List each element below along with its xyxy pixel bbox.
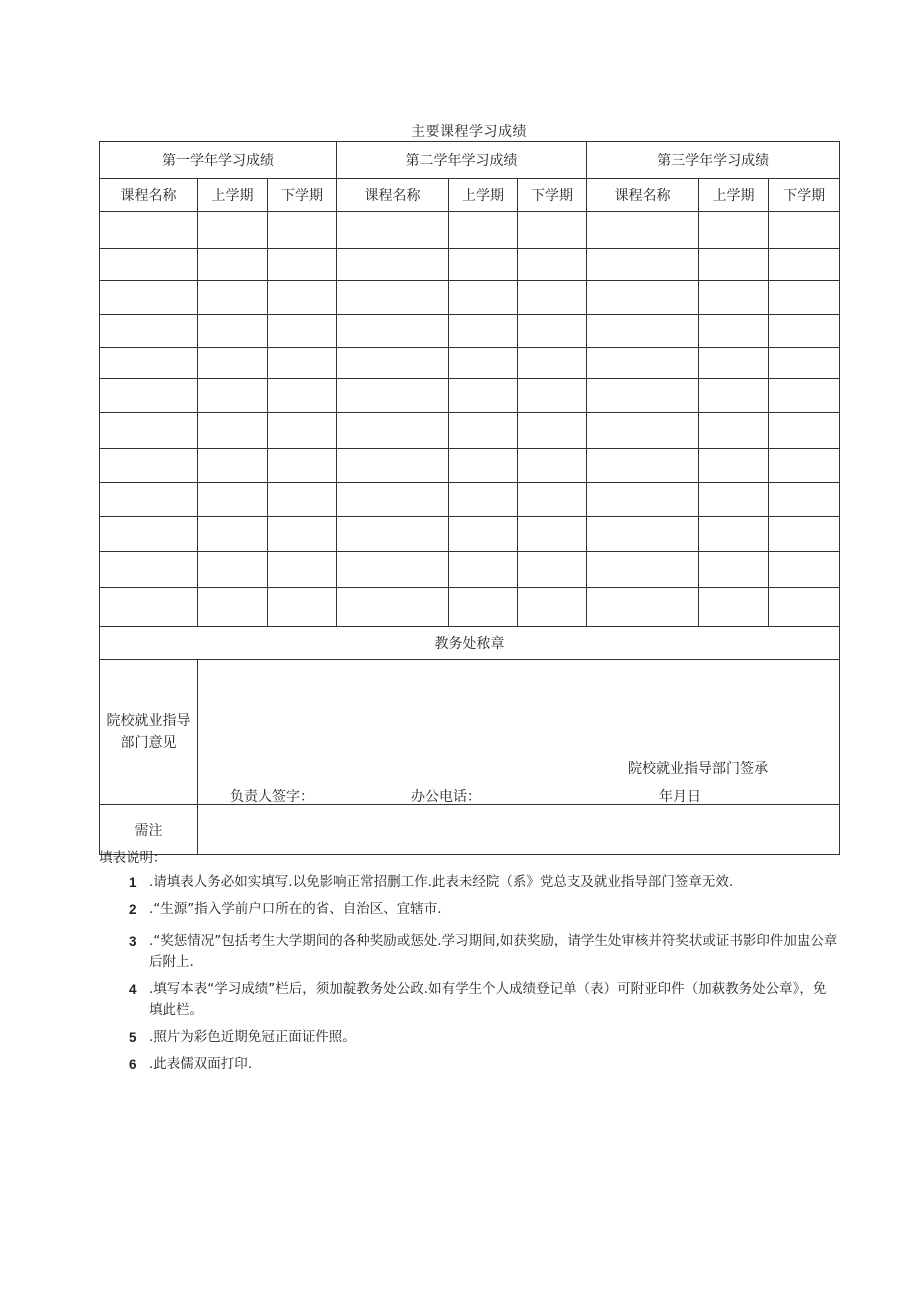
phone-label: 办公电话： bbox=[411, 789, 481, 805]
year-3-header: 第三学年学习成绩 bbox=[587, 142, 840, 179]
opinion-content-cell[interactable] bbox=[198, 660, 840, 805]
grade-row bbox=[100, 588, 840, 627]
grade-cell[interactable] bbox=[100, 552, 198, 588]
grade-cell[interactable] bbox=[769, 413, 840, 449]
grade-row bbox=[100, 249, 840, 281]
grade-cell[interactable] bbox=[198, 348, 268, 379]
grade-cell[interactable] bbox=[100, 517, 198, 552]
grade-cell[interactable] bbox=[337, 483, 449, 517]
grade-cell[interactable] bbox=[449, 348, 518, 379]
instructions-section bbox=[99, 848, 839, 1072]
grade-cell[interactable] bbox=[699, 348, 769, 379]
instruction-item-1 bbox=[129, 872, 839, 893]
grade-cell[interactable] bbox=[198, 249, 268, 281]
grade-cell[interactable] bbox=[337, 517, 449, 552]
grade-cell[interactable] bbox=[587, 517, 699, 552]
grade-row bbox=[100, 413, 840, 449]
second-term-header: 下学期 bbox=[518, 179, 587, 212]
grade-row bbox=[100, 348, 840, 379]
grade-row bbox=[100, 449, 840, 483]
grade-cell[interactable] bbox=[699, 588, 769, 627]
grade-cell[interactable] bbox=[587, 212, 699, 249]
grade-cell[interactable] bbox=[769, 517, 840, 552]
grade-row bbox=[100, 483, 840, 517]
grade-cell[interactable] bbox=[587, 281, 699, 315]
grade-cell[interactable] bbox=[518, 212, 587, 249]
grade-row bbox=[100, 212, 840, 249]
signature-label: 负责人签字： bbox=[230, 789, 314, 805]
grade-row bbox=[100, 517, 840, 552]
instructions-title: 填表说明： bbox=[99, 850, 167, 866]
grade-cell[interactable] bbox=[518, 249, 587, 281]
grade-cell[interactable] bbox=[268, 517, 337, 552]
instruction-number: 6 bbox=[129, 1057, 137, 1072]
grade-cell[interactable] bbox=[587, 449, 699, 483]
instruction-item-6 bbox=[129, 1054, 839, 1075]
grade-cell[interactable] bbox=[198, 379, 268, 413]
grade-cell[interactable] bbox=[699, 552, 769, 588]
year-header-row bbox=[100, 142, 840, 179]
grade-cell[interactable] bbox=[518, 413, 587, 449]
approve-text: 院校就业指导部门签承 bbox=[628, 761, 768, 777]
grade-cell[interactable] bbox=[198, 449, 268, 483]
instruction-item-3 bbox=[129, 931, 839, 973]
grade-cell[interactable] bbox=[769, 552, 840, 588]
year-2-header: 第二学年学习成绩 bbox=[337, 142, 587, 179]
grade-cell[interactable] bbox=[699, 315, 769, 348]
grade-cell[interactable] bbox=[268, 588, 337, 627]
grade-cell[interactable] bbox=[100, 483, 198, 517]
grade-cell[interactable] bbox=[587, 379, 699, 413]
seal-text: 教务处秾章 bbox=[100, 627, 840, 660]
instruction-text: .“生源”指入学前户口所在的省、自治区、宜辖市. bbox=[149, 901, 442, 917]
instruction-text: .此表儒双面打印. bbox=[149, 1056, 253, 1072]
grade-cell[interactable] bbox=[518, 449, 587, 483]
grade-cell[interactable] bbox=[518, 588, 587, 627]
opinion-label-line2: 部门意见 bbox=[120, 735, 177, 751]
grade-cell[interactable] bbox=[100, 413, 198, 449]
remark-content-cell[interactable] bbox=[198, 805, 840, 855]
grade-row bbox=[100, 281, 840, 315]
first-term-header: 上学期 bbox=[449, 179, 518, 212]
grade-row bbox=[100, 552, 840, 588]
grade-cell[interactable] bbox=[100, 379, 198, 413]
grade-cell[interactable] bbox=[769, 315, 840, 348]
grade-cell[interactable] bbox=[337, 315, 449, 348]
remark-row bbox=[100, 805, 840, 855]
second-term-header: 下学期 bbox=[268, 179, 337, 212]
grade-cell[interactable] bbox=[100, 281, 198, 315]
grade-cell[interactable] bbox=[268, 449, 337, 483]
grade-cell[interactable] bbox=[699, 249, 769, 281]
grade-cell[interactable] bbox=[449, 212, 518, 249]
grade-cell[interactable] bbox=[518, 517, 587, 552]
grade-cell[interactable] bbox=[699, 413, 769, 449]
grade-cell[interactable] bbox=[699, 212, 769, 249]
grade-cell[interactable] bbox=[769, 449, 840, 483]
grade-cell[interactable] bbox=[268, 348, 337, 379]
grade-row bbox=[100, 379, 840, 413]
grade-cell[interactable] bbox=[198, 413, 268, 449]
course-name-header: 课程名称 bbox=[587, 179, 699, 212]
grade-cell[interactable] bbox=[518, 281, 587, 315]
first-term-header: 上学期 bbox=[699, 179, 769, 212]
grade-cell[interactable] bbox=[449, 413, 518, 449]
grade-cell[interactable] bbox=[100, 449, 198, 483]
grade-cell[interactable] bbox=[337, 449, 449, 483]
grade-cell[interactable] bbox=[449, 449, 518, 483]
grades-table bbox=[99, 141, 840, 855]
first-term-header: 上学期 bbox=[198, 179, 268, 212]
opinion-label-cell bbox=[100, 660, 198, 805]
grade-row bbox=[100, 315, 840, 348]
grade-cell[interactable] bbox=[769, 379, 840, 413]
grade-cell[interactable] bbox=[518, 552, 587, 588]
grade-cell[interactable] bbox=[449, 483, 518, 517]
grade-cell[interactable] bbox=[518, 315, 587, 348]
grade-cell[interactable] bbox=[100, 212, 198, 249]
instruction-text: .照片为彩色近期免冠正面证件照。 bbox=[149, 1029, 356, 1045]
course-name-header: 课程名称 bbox=[100, 179, 198, 212]
instruction-number: 2 bbox=[129, 902, 137, 917]
grade-cell[interactable] bbox=[587, 348, 699, 379]
grade-cell[interactable] bbox=[100, 249, 198, 281]
date-label: 年月日 bbox=[659, 789, 701, 805]
instruction-text: .“奖惩情况”包括考生大学期间的各种奖励或惩处.学习期间,如获奖励，请学生处审核并符奖状或证书影印件加盅公章后附上. bbox=[149, 933, 838, 970]
grade-cell[interactable] bbox=[449, 552, 518, 588]
grade-cell[interactable] bbox=[518, 483, 587, 517]
grade-cell[interactable] bbox=[587, 588, 699, 627]
grade-cell[interactable] bbox=[268, 413, 337, 449]
grade-cell[interactable] bbox=[699, 449, 769, 483]
instruction-item-4 bbox=[129, 979, 839, 1021]
grade-cell[interactable] bbox=[198, 552, 268, 588]
page-title: 主要课程学习成绩 bbox=[411, 124, 527, 140]
grade-cell[interactable] bbox=[337, 552, 449, 588]
grade-cell[interactable] bbox=[587, 249, 699, 281]
instruction-number: 3 bbox=[129, 934, 137, 949]
instruction-number: 5 bbox=[129, 1030, 137, 1045]
course-name-header: 课程名称 bbox=[337, 179, 449, 212]
grade-cell[interactable] bbox=[449, 517, 518, 552]
grade-cell[interactable] bbox=[699, 379, 769, 413]
instruction-number: 1 bbox=[129, 875, 137, 890]
grade-cell[interactable] bbox=[268, 212, 337, 249]
grade-cell[interactable] bbox=[198, 212, 268, 249]
grade-cell[interactable] bbox=[769, 281, 840, 315]
year-1-header: 第一学年学习成绩 bbox=[100, 142, 337, 179]
grade-cell[interactable] bbox=[268, 249, 337, 281]
grade-cell[interactable] bbox=[769, 348, 840, 379]
grade-cell[interactable] bbox=[268, 281, 337, 315]
grade-cell[interactable] bbox=[100, 588, 198, 627]
grade-cell[interactable] bbox=[518, 348, 587, 379]
grade-cell[interactable] bbox=[337, 413, 449, 449]
grade-cell[interactable] bbox=[198, 483, 268, 517]
grade-cell[interactable] bbox=[449, 588, 518, 627]
grade-cell[interactable] bbox=[769, 212, 840, 249]
grade-cell[interactable] bbox=[699, 281, 769, 315]
grade-cell[interactable] bbox=[198, 517, 268, 552]
grade-cell[interactable] bbox=[587, 315, 699, 348]
grade-cell[interactable] bbox=[198, 281, 268, 315]
grade-cell[interactable] bbox=[337, 281, 449, 315]
grade-cell[interactable] bbox=[100, 348, 198, 379]
grade-cell[interactable] bbox=[699, 483, 769, 517]
grade-cell[interactable] bbox=[699, 517, 769, 552]
grade-cell[interactable] bbox=[268, 483, 337, 517]
grade-cell[interactable] bbox=[449, 379, 518, 413]
grade-cell[interactable] bbox=[769, 249, 840, 281]
instruction-text: .填写本表“学习成绩”栏后，须加靛教务处公政.如有学生个人成绩登记单（表）可附亚印件（加萩教务处公章》，免填此栏。 bbox=[149, 981, 827, 1018]
grade-cell[interactable] bbox=[198, 315, 268, 348]
column-header-row bbox=[100, 179, 840, 212]
grade-cell[interactable] bbox=[337, 348, 449, 379]
opinion-row bbox=[100, 660, 840, 805]
grade-cell[interactable] bbox=[449, 281, 518, 315]
grade-cell[interactable] bbox=[337, 588, 449, 627]
grade-cell[interactable] bbox=[587, 413, 699, 449]
grade-cell[interactable] bbox=[769, 588, 840, 627]
grade-cell[interactable] bbox=[337, 212, 449, 249]
grade-cell[interactable] bbox=[449, 249, 518, 281]
grade-cell[interactable] bbox=[449, 315, 518, 348]
grade-cell[interactable] bbox=[337, 249, 449, 281]
instruction-number: 4 bbox=[129, 982, 137, 997]
grade-cell[interactable] bbox=[268, 552, 337, 588]
grade-cell[interactable] bbox=[337, 379, 449, 413]
grade-cell[interactable] bbox=[769, 483, 840, 517]
seal-row bbox=[100, 627, 840, 660]
opinion-label-line1: 院校就业指导 bbox=[106, 713, 191, 729]
instruction-item-2 bbox=[129, 899, 839, 920]
grade-cell[interactable] bbox=[587, 552, 699, 588]
grade-cell[interactable] bbox=[518, 379, 587, 413]
grade-cell[interactable] bbox=[100, 315, 198, 348]
grade-cell[interactable] bbox=[268, 315, 337, 348]
grade-cell[interactable] bbox=[198, 588, 268, 627]
remark-label: 需注 bbox=[100, 805, 198, 855]
grade-cell[interactable] bbox=[587, 483, 699, 517]
second-term-header: 下学期 bbox=[769, 179, 840, 212]
instruction-item-5 bbox=[129, 1027, 839, 1048]
grade-cell[interactable] bbox=[268, 379, 337, 413]
instruction-text: .请填表人务必如实填写.以免影响正常招删工作.此表未经院（系》党总支及就业指导部门签章无效. bbox=[149, 874, 734, 890]
